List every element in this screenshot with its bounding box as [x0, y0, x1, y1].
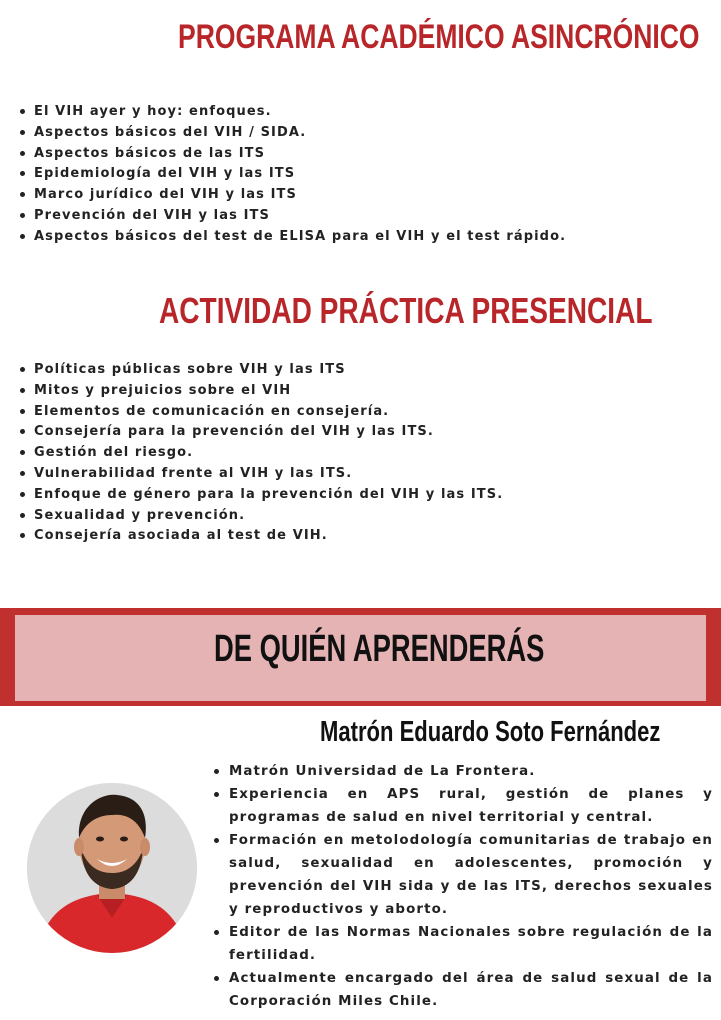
- bio-item: Experiencia en APS rural, gestión de planes y programas de salud en nivel territorial y central.: [213, 783, 713, 829]
- list-item: Epidemiología del VIH y las ITS: [20, 164, 566, 185]
- bio-item: Matrón Universidad de La Frontera.: [213, 760, 713, 783]
- list-item: Consejería asociada al test de VIH.: [20, 526, 503, 547]
- list-item: Aspectos básicos de las ITS: [20, 144, 566, 165]
- list-item: Sexualidad y prevención.: [20, 506, 503, 527]
- bio-item: Editor de las Normas Nacionales sobre regulación de la fertilidad.: [213, 921, 713, 967]
- list-item: Vulnerabilidad frente al VIH y las ITS.: [20, 464, 503, 485]
- programa-title: PROGRAMA ACADÉMICO ASINCRÓNICO: [178, 18, 700, 56]
- list-item: Políticas públicas sobre VIH y las ITS: [20, 360, 503, 381]
- avatar: [27, 783, 197, 953]
- bio-item: Formación en metolodología comunitarias de trabajo en salud, sexualidad en adolescentes, promoción y prevención del VIH sida y de las ITS, derechos sexuales y reproductivos y aborto.: [213, 829, 713, 921]
- programa-list: [20, 102, 566, 248]
- list-item: Consejería para la prevención del VIH y las ITS.: [20, 422, 503, 443]
- list-item: Gestión del riesgo.: [20, 443, 503, 464]
- person-photo-icon: [27, 783, 197, 953]
- list-item: Aspectos básicos del VIH / SIDA.: [20, 123, 566, 144]
- list-item: Mitos y prejuicios sobre el VIH: [20, 381, 503, 402]
- instructor-name: Matrón Eduardo Soto Fernández: [320, 716, 661, 748]
- bio-item: Actualmente encargado del área de salud sexual de la Corporación Miles Chile.: [213, 967, 713, 1013]
- list-item: El VIH ayer y hoy: enfoques.: [20, 102, 566, 123]
- actividad-list: [20, 360, 503, 547]
- list-item: Enfoque de género para la prevención del VIH y las ITS.: [20, 485, 503, 506]
- instructor-bio: [213, 760, 713, 1013]
- actividad-title: ACTIVIDAD PRÁCTICA PRESENCIAL: [159, 290, 653, 331]
- list-item: Prevención del VIH y las ITS: [20, 206, 566, 227]
- banner-title: DE QUIÉN APRENDERÁS: [214, 628, 545, 670]
- list-item: Elementos de comunicación en consejería.: [20, 402, 503, 423]
- list-item: Aspectos básicos del test de ELISA para el VIH y el test rápido.: [20, 227, 566, 248]
- list-item: Marco jurídico del VIH y las ITS: [20, 185, 566, 206]
